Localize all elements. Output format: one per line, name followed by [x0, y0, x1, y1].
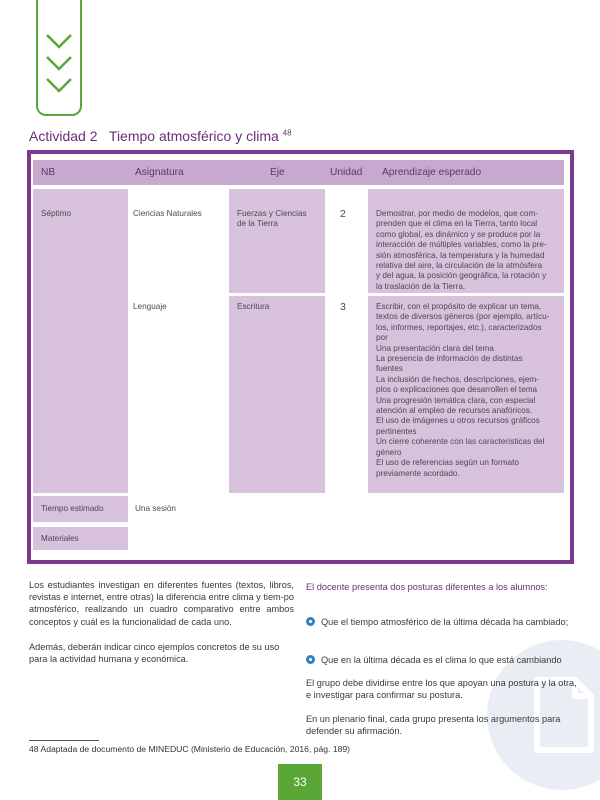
check-icon	[44, 52, 74, 72]
right-paragraph-4: En un plenario final, cada grupo presenta los argumentos para defender su afirmación.	[306, 714, 561, 737]
activity-name: Tiempo atmosférico y clima	[108, 128, 279, 144]
check-icon	[44, 74, 74, 94]
eje-cell-2	[229, 296, 325, 493]
bullet-item-1	[306, 616, 580, 628]
activity-footnote-ref: 48	[282, 128, 292, 138]
bullet-item-2	[306, 654, 580, 666]
table-header	[33, 160, 564, 185]
activity-label: Actividad 2	[29, 128, 98, 144]
tiempo-value: Una sesión	[135, 504, 176, 513]
tiempo-label: Tiempo estimado	[41, 504, 104, 513]
header-eje: Eje	[270, 167, 285, 178]
left-paragraph-1: Los estudiantes investigan en diferentes fuentes (textos, libros, revistas e internet, entre otras) la diferencia entre clima y tiem-po atmosférico, realizando un cuadro comparativo entre ambos conceptos y cuál es la funcionalidad de cada uno.	[29, 580, 294, 627]
asignatura-1: Ciencias Naturales	[133, 209, 202, 218]
page-number: 33	[278, 764, 322, 800]
nb-cell	[33, 189, 128, 493]
eje-2: Escritura	[237, 302, 270, 311]
bullet-icon	[306, 617, 315, 626]
unidad-1: 2	[340, 208, 346, 220]
asignatura-2: Lenguaje	[133, 302, 167, 311]
bullet-icon	[306, 655, 315, 664]
aprendizaje-2: Escribir, con el propósito de explicar un tema, textos de diversos géneros (por ejemplo, artícu- los, informes, reportajes, etc.), caracterizados por Una presentación clara del tema La presencia de información de distintas fuentes La inclusión de hechos, descripciones, ejem- plos o explicaciones que desarrollen el tema Una progresión temática clara, con especial atención al empleo de recursos anafóricos. El uso de imágenes u otros recursos gráficos pertinentes Un cierre coherente con las características del género El uso de referencias según un formato previamente acordado.	[376, 302, 550, 478]
nb-value: Séptimo	[41, 209, 72, 218]
bullet-text-1: Que el tiempo atmosférico de la última década ha cambiado;	[321, 617, 569, 627]
checkmarks-tab	[36, 0, 82, 116]
bullet-text-2: Que en la última década es el clima lo que está cambiando	[321, 655, 562, 665]
check-icon	[44, 30, 74, 50]
materiales-label: Materiales	[41, 534, 79, 543]
footnote-divider	[29, 740, 99, 741]
footnote: 48 Adaptada de documento de MINEDUC (Ministerio de Educación, 2016, pág. 189)	[29, 744, 351, 754]
activity-title	[29, 128, 292, 144]
header-unidad: Unidad	[330, 167, 363, 178]
unidad-2: 3	[340, 301, 346, 313]
header-nb: NB	[41, 167, 56, 178]
right-intro: El docente presenta dos posturas diferentes a los alumnos:	[306, 582, 548, 592]
header-aprendizaje: Aprendizaje esperado	[382, 167, 482, 178]
right-paragraph-3: El grupo debe dividirse entre los que apoyan una postura y la otra, e investigar para confirmar su postura.	[306, 678, 577, 701]
left-paragraph-2: Además, deberán indicar cinco ejemplos concretos de su uso para la actividad humana y económica.	[29, 642, 280, 665]
aprendizaje-1: Demostrar, por medio de modelos, que com- prenden que el clima en la Tierra, tanto local como global, es dinámico y se produce por la interacción de múltiples variables, como la pre- sión atmosférica, la temperatura y la humedad relativa del aire, la circulación de la atmósfera y del agua, la posición geográfica, la rotación y la traslación de la Tierra.	[376, 209, 547, 291]
eje-cell-1	[229, 189, 325, 293]
eje-1: Fuerzas y Ciencias de la Tierra	[237, 209, 307, 229]
activity-table	[27, 150, 574, 564]
header-asignatura: Asignatura	[135, 167, 184, 178]
